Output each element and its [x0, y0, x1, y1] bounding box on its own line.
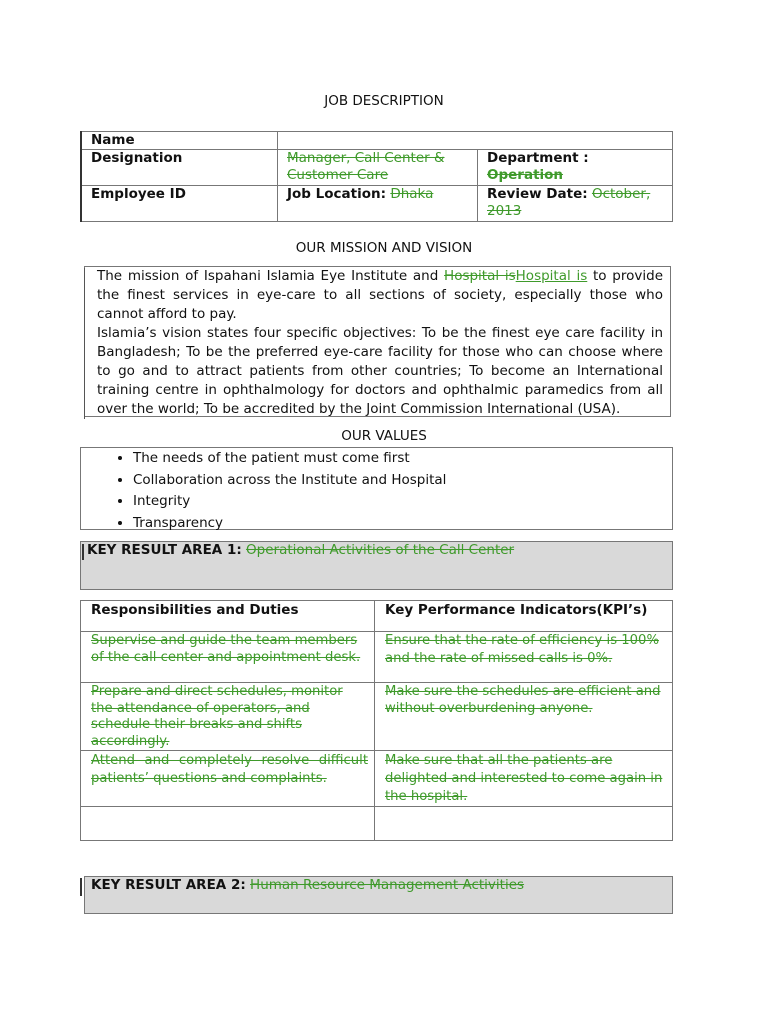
empty-duty-cell[interactable] — [81, 807, 375, 841]
list-item: • Integrity — [133, 491, 672, 513]
mission-inserted-text: Hospital is — [515, 268, 588, 284]
empty-kpi-cell[interactable] — [375, 807, 673, 841]
values-box — [80, 447, 673, 530]
review-date-label: Review Date: — [487, 186, 588, 202]
vision-paragraph: Islamia’s vision states four specific objectives: To be the finest eye care facility in Bangladesh; To be the preferred eye-care facility for those who can choose where to go and to attract patients from other countries; To become an International training centre in ophthalmology for doctors and ophthalmic paramedics from all over the world; To be accredited by the Joint Commission International (USA). — [97, 325, 663, 417]
review-date-value: October, 2013 — [487, 186, 651, 219]
mission-text-start: The mission of Ispahani Islamia Eye Institute and — [97, 268, 439, 284]
values-heading: OUR VALUES — [341, 428, 427, 444]
department-value: Operation — [487, 167, 564, 183]
kra1-box — [80, 541, 673, 590]
mission-heading: OUR MISSION AND VISION — [295, 240, 473, 256]
duty-cell: Attend and completely resolve difficult patients’ questions and complaints. — [81, 751, 375, 807]
department-cell — [478, 150, 673, 186]
job-location-cell — [278, 186, 478, 222]
designation-value: Manager, Call Center & Customer Care — [287, 150, 445, 183]
kpi-cell: Make sure that all the patients are delighted and interested to come again in the hospital. — [375, 751, 673, 807]
list-item: • Collaboration across the Institute and Hospital — [133, 470, 672, 492]
kpi-cell: Make sure the schedules are efficient and without overburdening anyone. — [375, 683, 673, 751]
values-list — [81, 448, 672, 534]
table-row — [81, 632, 673, 683]
col-header-duties: Responsibilities and Duties — [81, 601, 375, 632]
mission-deleted-text: Hospital is — [444, 268, 516, 284]
duty-cell: Supervise and guide the team members of the call center and appointment desk. — [81, 632, 375, 683]
employee-id-label: Employee ID — [81, 186, 278, 222]
department-label: Department : — [487, 150, 589, 166]
mission-text-end: to provide the finest services in eye-care to all sections of society, especially those who cannot afford to pay. — [97, 268, 664, 322]
kra1-value: Operational Activities of the Call Center — [246, 542, 515, 558]
kra2-box — [84, 876, 673, 914]
table-row — [81, 683, 673, 751]
kra2-label: KEY RESULT AREA 2: — [91, 877, 246, 893]
kra2-value: Human Resource Management Activities — [250, 877, 525, 893]
designation-cell — [278, 150, 478, 186]
kpi-table — [80, 600, 673, 841]
duty-cell: Prepare and direct schedules, monitor the attendance of operators, and schedule their breaks and shifts accordingly. — [81, 683, 375, 751]
mission-paragraph — [97, 267, 663, 324]
job-location-label: Job Location: — [287, 186, 387, 202]
kpi-cell: Ensure that the rate of efficiency is 100% and the rate of missed calls is 0%. — [375, 632, 673, 683]
page-title: JOB DESCRIPTION — [324, 93, 444, 109]
employee-info-table — [80, 131, 673, 222]
designation-label: Designation — [81, 150, 278, 186]
kra1-label: KEY RESULT AREA 1: — [87, 542, 242, 558]
list-item: • The needs of the patient must come first — [133, 448, 672, 470]
review-date-cell — [478, 186, 673, 222]
table-row — [81, 751, 673, 807]
name-value[interactable] — [278, 132, 673, 150]
job-location-value: Dhaka — [390, 186, 434, 202]
col-header-kpi: Key Performance Indicators(KPI’s) — [375, 601, 673, 632]
mission-box — [84, 266, 671, 417]
name-label: Name — [81, 132, 278, 150]
list-item: • Transparency — [133, 513, 672, 535]
table-row — [81, 807, 673, 841]
